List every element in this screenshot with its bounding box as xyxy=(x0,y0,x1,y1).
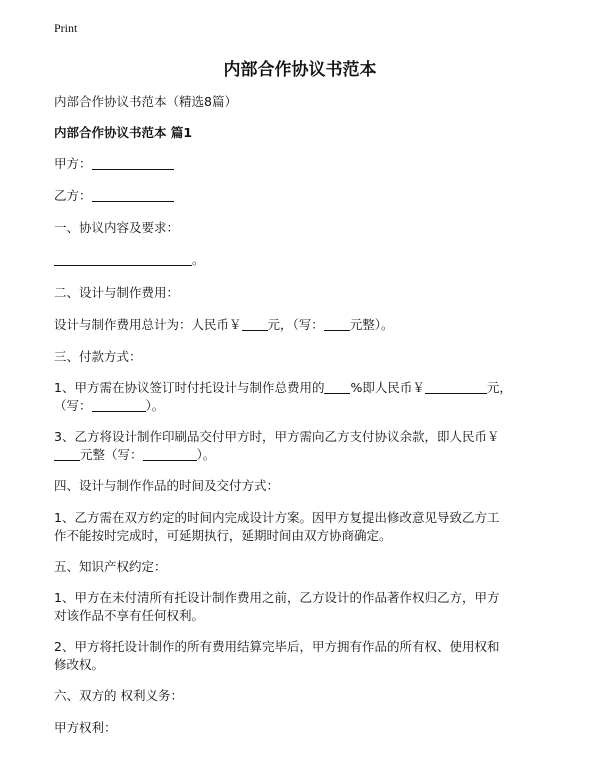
party-a-line xyxy=(54,152,554,176)
percent-blank xyxy=(324,379,350,394)
section-4-heading: 四、设计与制作作品的时间及交付方式： xyxy=(54,478,280,493)
payment-3-line-1: 3、乙方将设计制作印刷品交付甲方时，甲方需向乙方支付协议余款，即人民币￥ xyxy=(54,429,500,444)
section-5-heading: 五、知识产权约定： xyxy=(54,559,167,574)
fee-line: 设计与制作费用总计为：人民币￥ 元，（写： 元整）。 xyxy=(54,317,394,332)
party-a-rights: 甲方权利： xyxy=(54,720,117,735)
content-blank xyxy=(54,251,192,266)
section-1-content: 。 xyxy=(54,248,554,272)
section-heading: 内部合作协议书范本 篇1 xyxy=(54,125,193,140)
party-b-line xyxy=(54,184,554,208)
payment-1-line-1: 1、甲方需在协议签订时付托设计与制作总费用的 %即人民币￥ 元， xyxy=(54,380,512,395)
payment-amount-blank xyxy=(425,379,487,394)
balance-written-blank xyxy=(143,446,197,461)
fee-written-blank xyxy=(324,316,350,331)
fee-amount-blank xyxy=(242,316,268,331)
payment-written-blank xyxy=(92,397,146,412)
ip-1-line-2: 对该作品不享有任何权利。 xyxy=(54,608,205,623)
ip-2-line-2: 修改权。 xyxy=(54,657,105,672)
ip-1-line-1: 1、甲方在未付清所有托设计制作费用之前，乙方设计的作品著作权归乙方，甲方 xyxy=(54,590,500,605)
balance-amount-blank xyxy=(54,446,80,461)
party-a-blank xyxy=(92,155,174,170)
section-3-heading: 三、付款方式： xyxy=(54,349,142,364)
section-2-heading: 二、设计与制作费用： xyxy=(54,285,180,300)
page-title: 内部合作协议书范本 xyxy=(223,60,377,80)
ip-2-line-1: 2、甲方将托设计制作的所有费用结算完毕后，甲方拥有作品的所有权、使用权和 xyxy=(54,639,500,654)
payment-1-line-2: （写： ）。 xyxy=(54,398,165,413)
party-a-label: 甲方： xyxy=(54,156,92,171)
party-b-blank xyxy=(92,187,174,202)
section-1-heading: 一、协议内容及要求： xyxy=(54,220,180,235)
payment-3-line-2: 元整（写： ）。 xyxy=(54,443,554,467)
print-link[interactable]: Print xyxy=(54,21,78,35)
timeline-line-2: 作不能按时完成时，可延期执行，延期时间由双方协商确定。 xyxy=(54,528,392,543)
subtitle: 内部合作协议书范本（精选8篇） xyxy=(54,94,237,109)
timeline-line-1: 1、乙方需在双方约定的时间内完成设计方案。因甲方复提出修改意见导致乙方工 xyxy=(54,510,500,525)
party-b-label: 乙方： xyxy=(54,188,92,203)
section-6-heading: 六、双方的 权利义务： xyxy=(54,688,183,703)
